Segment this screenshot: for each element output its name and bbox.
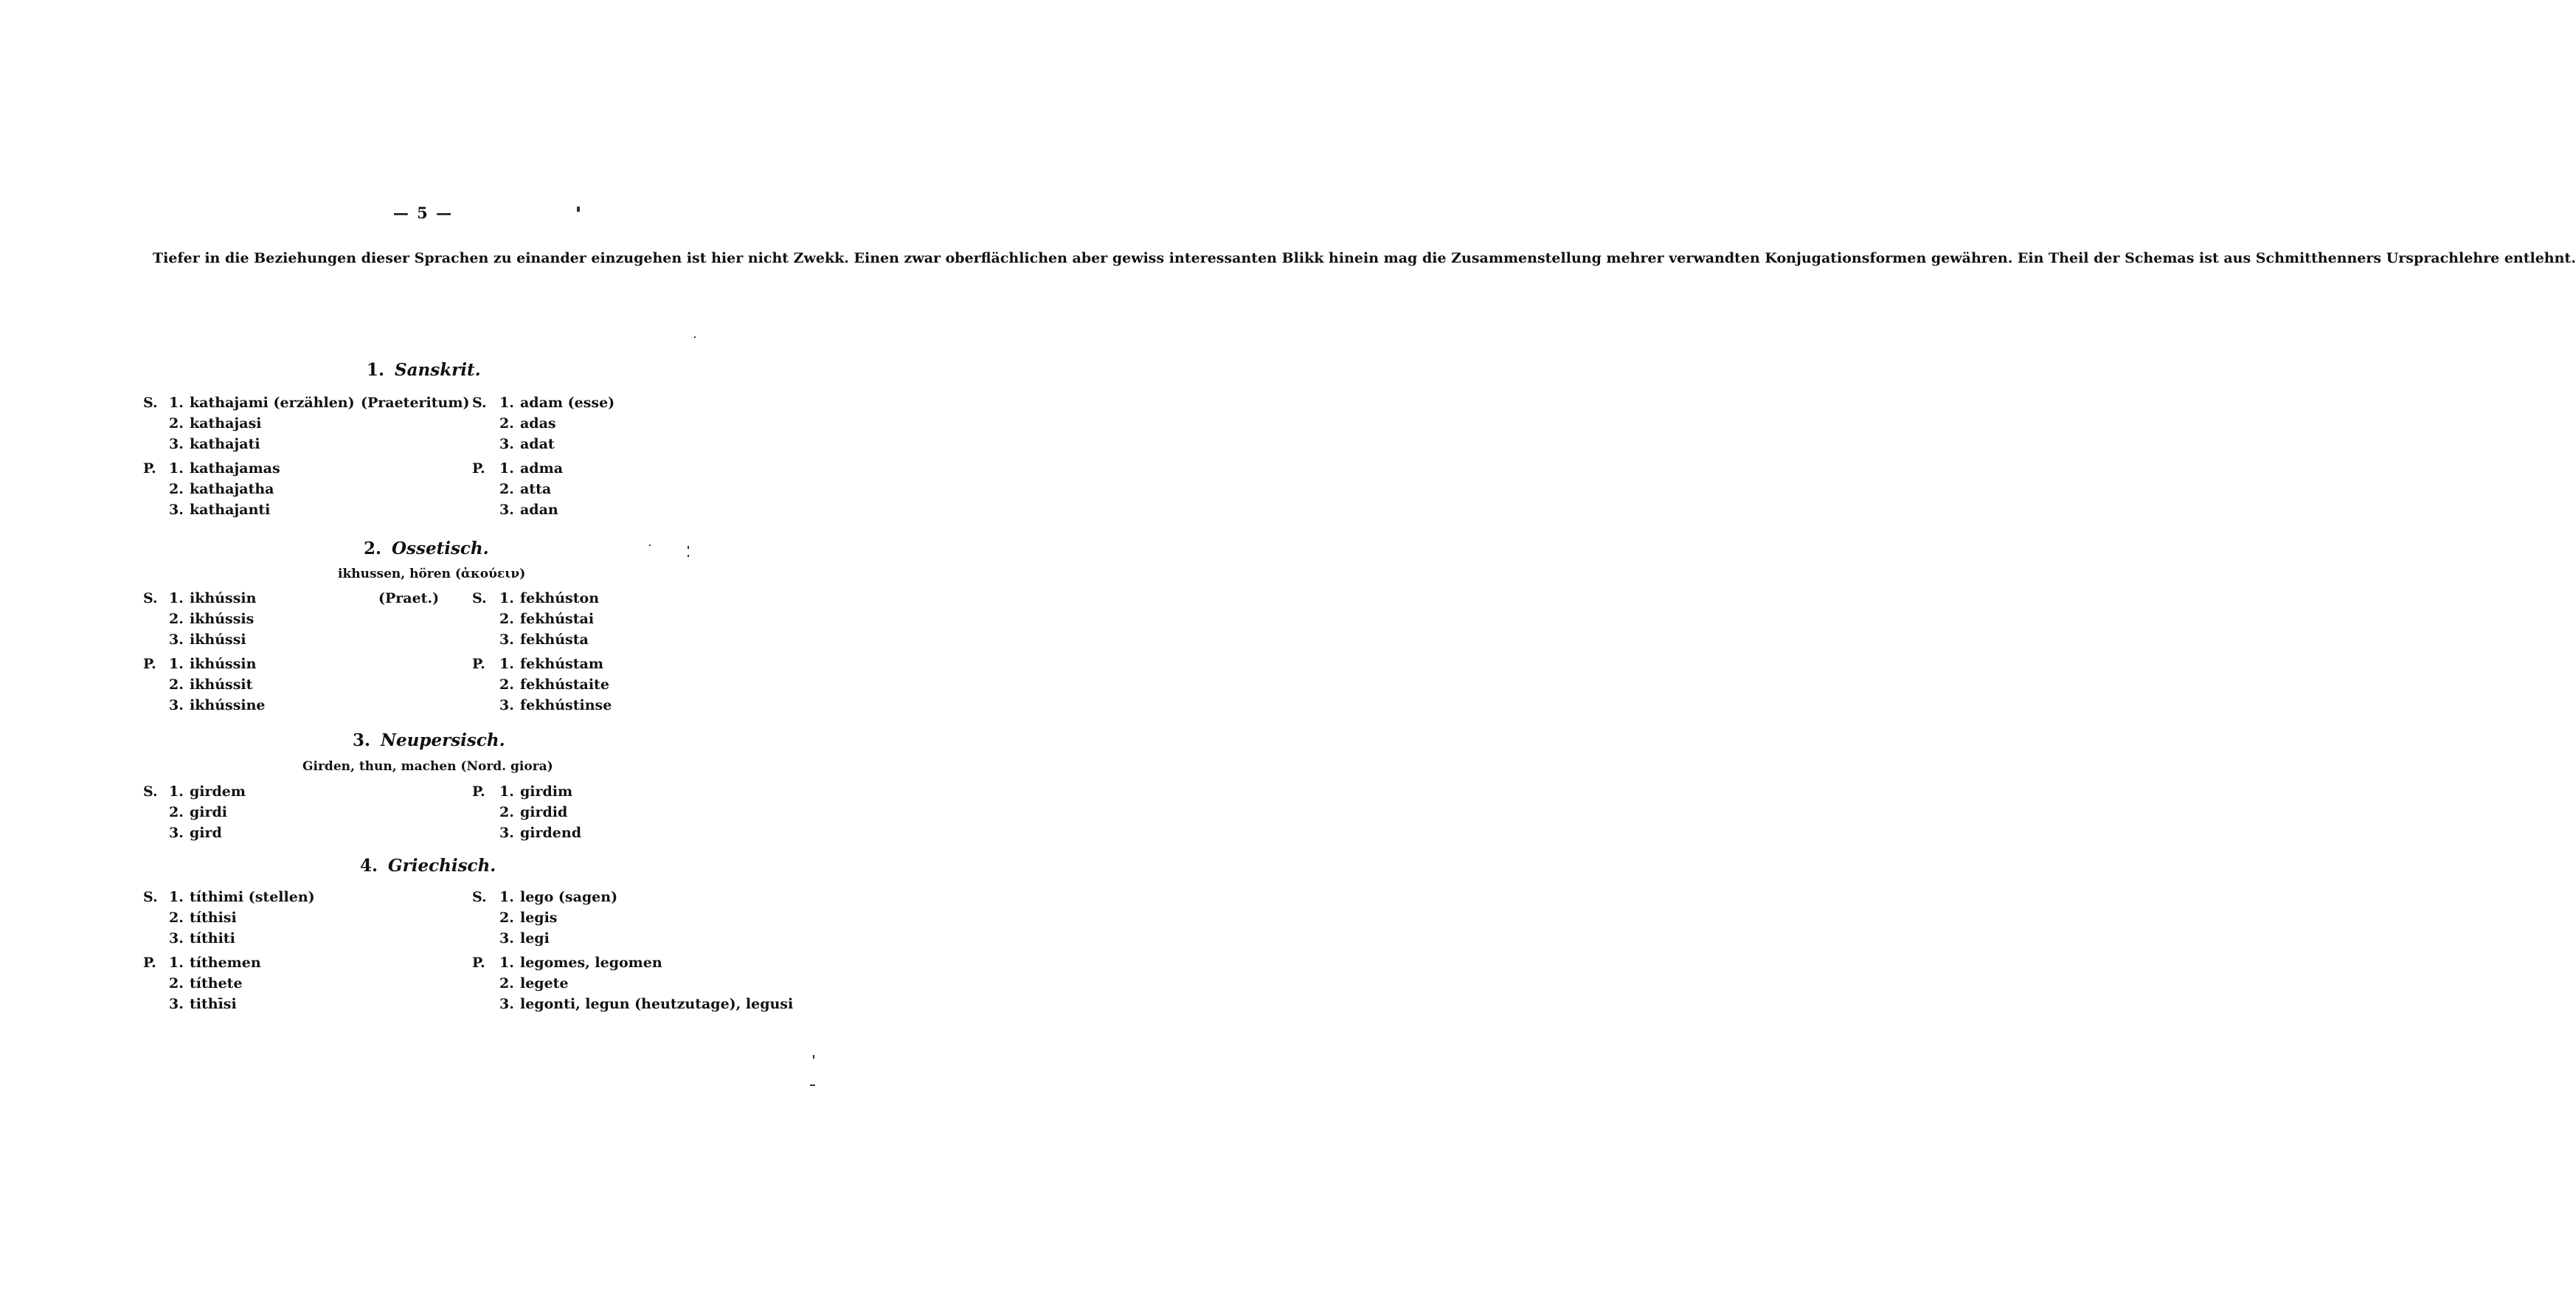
form-row [499,632,589,648]
verb-form: legonti, legun (heutzutage), legusi [520,996,794,1012]
verb-form: títhete [190,975,243,992]
form-row [169,502,270,518]
form-row [169,632,246,648]
verb-form: legis [520,910,558,926]
person-number: 2. [499,910,514,926]
person-number: 1. [499,889,514,905]
verb-form: tithīsi [190,996,237,1012]
person-number: 2. [169,804,184,820]
section-name: Sanskrit. [395,360,481,380]
section-name: Neupersisch. [381,730,505,750]
form-row [499,481,551,497]
verb-form: fekhústa [520,632,589,648]
print-speck [810,1084,815,1086]
person-number: 1. [169,783,184,800]
person-number: 1. [169,590,184,606]
verb-form: legete [520,975,569,992]
group-label: P. [143,955,156,971]
form-row [499,889,617,905]
person-number: 2. [169,975,184,992]
verb-form: ikhússit [190,677,253,693]
form-row [169,955,261,971]
form-row [169,783,246,800]
verb-form: girdim [520,783,573,800]
person-number: 3. [499,825,514,841]
form-row [499,783,572,800]
verb-form: fekhústaite [520,677,609,693]
person-number: 3. [499,436,514,452]
verb-form: adat [520,436,555,452]
person-number: 2. [169,611,184,627]
form-row [499,955,662,971]
verb-form: fekhúston [520,590,600,606]
form-row [499,996,793,1012]
print-speck [649,544,651,546]
section-subtitle: ikhussen, hören (ἀκούειν) [338,567,526,581]
verb-form: girdem [190,783,246,800]
person-number: 3. [169,825,184,841]
form-row [499,415,556,432]
person-number: 1. [499,955,514,971]
form-row [499,502,558,518]
form-row [169,975,243,992]
group-label: S. [143,783,158,800]
person-number: 1. [499,656,514,672]
form-row [499,677,609,693]
form-row [169,656,256,672]
person-number: 1. [499,783,514,800]
person-number: 2. [499,611,514,627]
verb-form: fekhústam [520,656,603,672]
person-number: 2. [499,804,514,820]
person-number: 1. [169,889,184,905]
form-row [499,930,550,947]
form-row [169,590,256,606]
verb-form: girdi [190,804,228,820]
section-number: 4. [360,856,378,876]
section-heading [353,730,505,750]
form-row [499,460,563,477]
form-row [499,656,603,672]
person-number: 3. [169,697,184,713]
form-row [169,910,237,926]
group-label: P. [143,460,156,477]
person-number: 2. [499,415,514,432]
print-speck [688,546,689,549]
form-row [169,996,237,1012]
group-label: S. [143,395,158,411]
person-number: 2. [499,975,514,992]
form-row [499,910,558,926]
form-row [169,930,235,947]
verb-form: ikhússin [190,656,257,672]
verb-form: gird [190,825,222,841]
person-number: 3. [499,502,514,518]
group-label: S. [472,395,487,411]
person-number: 3. [169,436,184,452]
verb-form: legi [520,930,550,947]
verb-form: girdend [520,825,581,841]
section-name: Ossetisch. [392,539,489,558]
group-label: P. [472,783,485,800]
group-label: S. [472,590,487,606]
verb-form: atta [520,481,552,497]
person-number: 3. [169,996,184,1012]
verb-form: ikhússin [190,590,257,606]
form-row [169,889,315,905]
form-row [499,436,555,452]
print-speck [694,336,696,338]
person-number: 1. [499,395,514,411]
section-subtitle: Girden, thun, machen (Nord. giora) [302,759,553,774]
form-row [169,436,260,452]
group-label: S. [472,889,487,905]
group-label: S. [143,889,158,905]
verb-form: lego (sagen) [520,889,618,905]
person-number: 1. [169,656,184,672]
form-row [169,481,274,497]
verb-form: ikhússine [190,697,266,713]
print-speck [577,207,580,212]
person-number: 3. [499,996,514,1012]
section-number: 1. [367,360,385,380]
page-number: — 5 — [392,204,454,222]
person-number: 3. [499,632,514,648]
middle-label: (Praet.) [378,590,440,606]
verb-form: fekhústai [520,611,595,627]
section-heading [367,360,481,380]
verb-form: legomes, legomen [520,955,662,971]
form-row [169,460,280,477]
verb-form: kathajati [190,436,260,452]
group-label: P. [143,656,156,672]
verb-form: títhemen [190,955,261,971]
person-number: 3. [169,930,184,947]
section-number: 3. [353,730,371,750]
verb-form: adas [520,415,556,432]
person-number: 1. [169,395,184,411]
section-number: 2. [364,539,382,558]
person-number: 2. [499,677,514,693]
form-row [499,697,612,713]
person-number: 1. [499,460,514,477]
verb-form: adma [520,460,564,477]
verb-form: girdid [520,804,568,820]
form-row [499,611,594,627]
section-heading [364,539,489,558]
person-number: 2. [169,415,184,432]
form-row [169,697,266,713]
form-row [169,611,254,627]
verb-form: adan [520,502,558,518]
form-row [499,590,599,606]
verb-form: ikhússis [190,611,255,627]
form-row [169,825,222,841]
verb-form: títhiti [190,930,235,947]
form-row [499,395,614,411]
person-number: 1. [169,460,184,477]
form-row [499,804,567,820]
verb-form: kathajanti [190,502,271,518]
person-number: 3. [169,502,184,518]
print-speck [688,555,689,557]
intro-paragraph [97,248,2576,269]
form-row [169,395,355,411]
print-speck [813,1055,814,1059]
form-row [169,677,252,693]
person-number: 2. [169,910,184,926]
person-number: 3. [499,930,514,947]
verb-form: kathajatha [190,481,274,497]
section-name: Griechisch. [388,856,496,876]
person-number: 2. [169,481,184,497]
person-number: 1. [499,590,514,606]
person-number: 3. [499,697,514,713]
form-row [499,975,569,992]
verb-form: títhimi (stellen) [190,889,315,905]
group-label: P. [472,656,485,672]
person-number: 2. [499,481,514,497]
verb-form: fekhústinse [520,697,612,713]
group-label: P. [472,955,485,971]
verb-form: títhisi [190,910,237,926]
verb-form: kathajami (erzählen) [190,395,355,411]
intro-text: Tiefer in die Beziehungen dieser Sprachen zu einander einzugehen ist hier nicht Zwekk. Einen zwar oberflächlichen aber gewiss interessanten Blikk hinein mag die Zusammenstellung mehrer verwandten Konjugationsformen gewähren. Ein Theil der Schemas ist aus Schmitthenners Ursprachlehre entlehnt. [153,250,2576,266]
group-label: S. [143,590,158,606]
form-row [169,804,227,820]
person-number: 1. [169,955,184,971]
verb-form: kathajamas [190,460,280,477]
form-row [169,415,261,432]
section-heading [360,856,496,876]
person-number: 3. [169,632,184,648]
verb-form: adam (esse) [520,395,615,411]
verb-form: ikhússi [190,632,246,648]
form-row [499,825,581,841]
verb-form: kathajasi [190,415,262,432]
group-label: P. [472,460,485,477]
middle-label: (Praeteritum) [361,395,470,411]
person-number: 2. [169,677,184,693]
